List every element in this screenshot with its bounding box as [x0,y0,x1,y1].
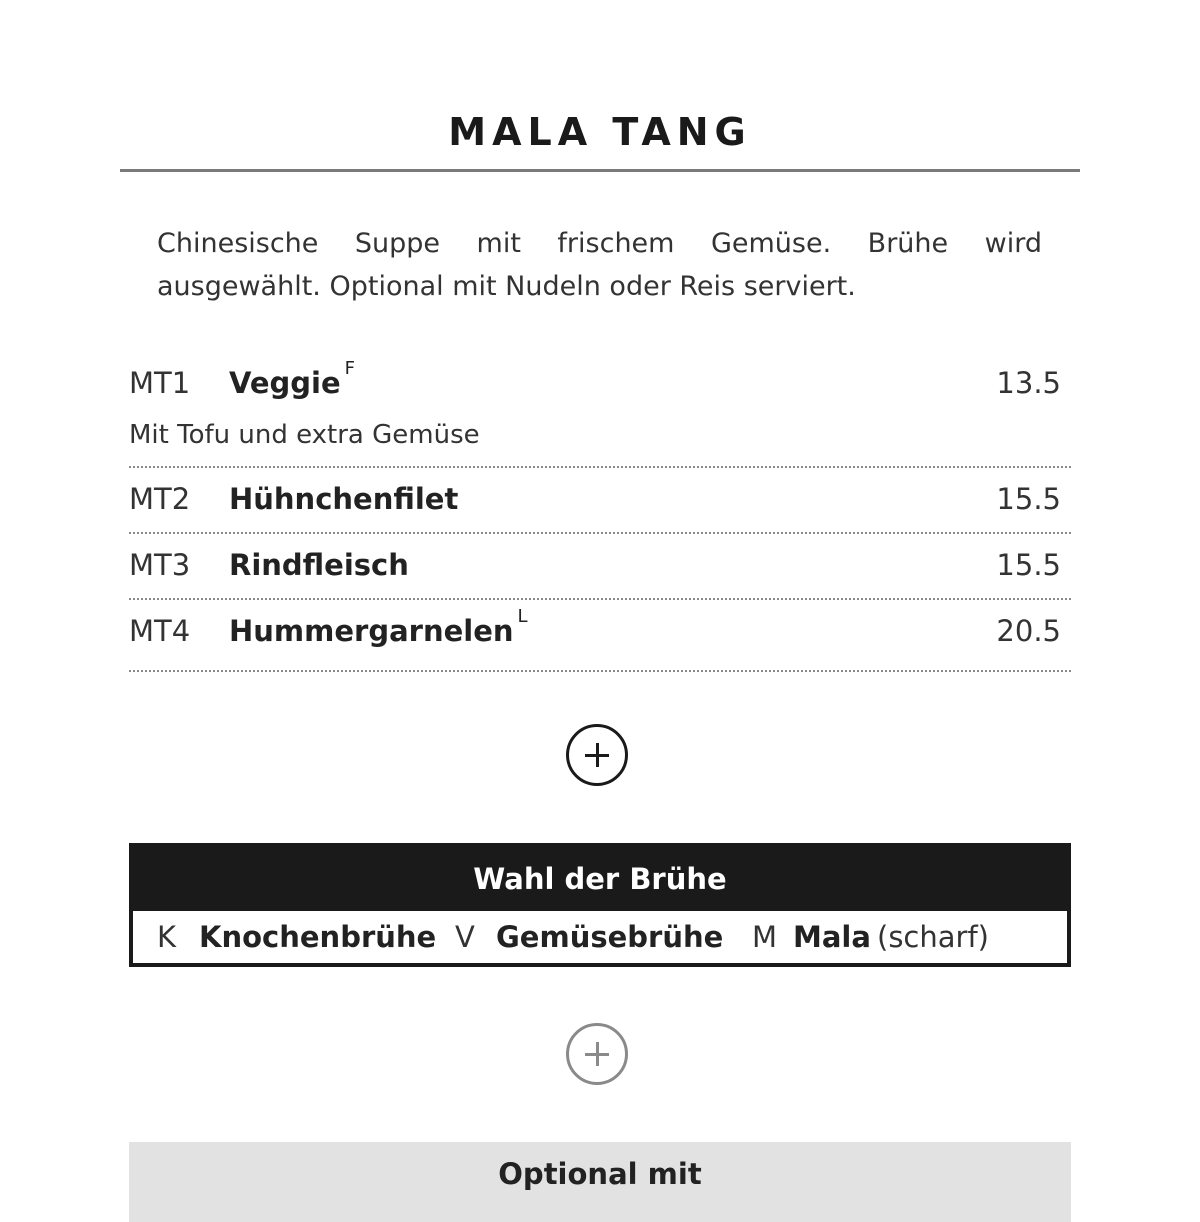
allergen-mark: F [344,358,356,379]
section-description: Chinesische Suppe mit frischem Gemüse. Brühe wird ausgewählt. Optional mit Nudeln oder Reis serviert. [157,228,1042,302]
item-code: MT3 [129,548,191,582]
menu-item-mt4[interactable] [129,600,1071,672]
broth-code-k: K [157,920,177,954]
menu-item-mt2[interactable] [129,468,1071,534]
broth-selection-box [129,843,1071,967]
title-divider [120,169,1080,172]
item-price: 15.5 [996,482,1061,516]
broth-option-knochenbruehe[interactable]: Knochenbrühe [199,920,437,954]
item-code: MT2 [129,482,191,516]
item-price: 20.5 [996,614,1061,648]
plus-vertical-stroke [596,743,599,767]
broth-option-note: (scharf) [877,920,989,954]
broth-code-v: V [455,920,475,954]
broth-option-gemuesebruehe[interactable]: Gemüsebrühe [496,920,724,954]
item-code: MT1 [129,366,191,400]
menu-item-mt3[interactable] [129,534,1071,600]
item-code: MT4 [129,614,191,648]
optional-section [129,1142,1071,1222]
item-name-wrap [229,358,356,400]
item-price: 13.5 [996,366,1061,400]
optional-title: Optional mit [498,1157,702,1191]
item-name: Veggie [229,366,341,400]
item-name-wrap [229,606,528,648]
item-name: Hühnchenfilet [229,482,459,516]
menu-list [129,352,1071,672]
broth-code-m: M [752,920,778,954]
item-description: Mit Tofu und extra Gemüse [129,420,480,450]
allergen-mark: L [517,606,528,627]
broth-title: Wahl der Brühe [133,847,1067,911]
section-title: MALA TANG [448,110,752,154]
plus-circle-icon[interactable] [566,1023,628,1085]
plus-circle-icon[interactable] [566,724,628,786]
item-price: 15.5 [996,548,1061,582]
item-name: Rindfleisch [229,548,409,582]
plus-vertical-stroke [596,1042,599,1066]
menu-item-mt1[interactable] [129,352,1071,468]
broth-options [133,911,1067,963]
item-name: Hummergarnelen [229,614,514,648]
broth-option-mala[interactable]: Mala [793,920,871,954]
